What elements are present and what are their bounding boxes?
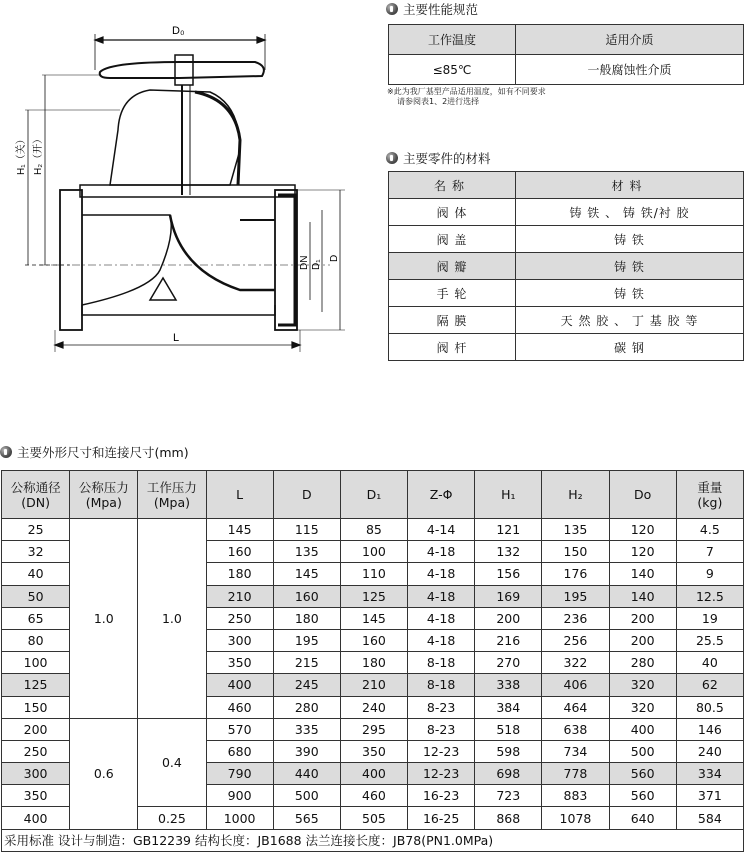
dims-header-cell: 公称通径 (DN) bbox=[2, 471, 70, 519]
bullet-icon bbox=[0, 446, 12, 458]
dims-cell: 406 bbox=[542, 674, 609, 696]
dims-cell: 4-18 bbox=[408, 629, 475, 651]
dims-cell: 0.25 bbox=[138, 807, 206, 829]
dims-cell: 16-25 bbox=[408, 807, 475, 829]
dims-cell: 115 bbox=[273, 519, 340, 541]
dims-cell: 400 bbox=[609, 718, 676, 740]
label-dn: DN bbox=[299, 255, 310, 270]
material-value: 铸 铁 bbox=[516, 253, 744, 280]
dims-cell: 180 bbox=[340, 652, 407, 674]
table-row bbox=[2, 718, 744, 740]
dims-cell: 210 bbox=[206, 585, 273, 607]
dims-cell: 560 bbox=[609, 785, 676, 807]
dims-cell: 0.4 bbox=[138, 718, 206, 807]
dims-cell: 723 bbox=[475, 785, 542, 807]
dims-cell: 16-23 bbox=[408, 785, 475, 807]
dims-cell: 570 bbox=[206, 718, 273, 740]
performance-heading: 主要性能规范 bbox=[386, 0, 478, 18]
dims-cell: 868 bbox=[475, 807, 542, 829]
dims-cell: 140 bbox=[609, 563, 676, 585]
dims-cell: 400 bbox=[340, 763, 407, 785]
dims-cell: 350 bbox=[340, 740, 407, 762]
dims-header-cell: D₁ bbox=[340, 471, 407, 519]
dims-cell: 320 bbox=[609, 696, 676, 718]
label-l: L bbox=[173, 332, 180, 344]
dims-cell: 256 bbox=[542, 629, 609, 651]
dims-cell: 638 bbox=[542, 718, 609, 740]
dims-cell: 135 bbox=[542, 519, 609, 541]
label-d: D bbox=[329, 254, 340, 262]
medium-value: 一般腐蚀性介质 bbox=[516, 55, 744, 85]
material-value: 铸 铁 、 铸 铁/衬 胶 bbox=[516, 199, 744, 226]
material-name: 阀 盖 bbox=[389, 226, 516, 253]
dims-cell: 640 bbox=[609, 807, 676, 829]
dims-cell: 460 bbox=[340, 785, 407, 807]
dims-header-cell: D bbox=[273, 471, 340, 519]
valve-drawing bbox=[0, 0, 370, 370]
dims-cell: 40 bbox=[2, 563, 70, 585]
dims-header-cell: Z-Φ bbox=[408, 471, 475, 519]
label-d0: D₀ bbox=[172, 25, 185, 37]
dims-header-cell: 重量 (kg) bbox=[676, 471, 743, 519]
dimensions-heading: 主要外形尺寸和连接尺寸(mm) bbox=[0, 443, 189, 461]
material-name: 隔 膜 bbox=[389, 307, 516, 334]
dims-cell: 245 bbox=[273, 674, 340, 696]
dims-cell: 65 bbox=[2, 607, 70, 629]
dims-cell: 1000 bbox=[206, 807, 273, 829]
dims-cell: 390 bbox=[273, 740, 340, 762]
dims-cell: 121 bbox=[475, 519, 542, 541]
dims-cell: 790 bbox=[206, 763, 273, 785]
dims-cell: 598 bbox=[475, 740, 542, 762]
dims-cell: 62 bbox=[676, 674, 743, 696]
dims-cell: 210 bbox=[340, 674, 407, 696]
dims-cell: 698 bbox=[475, 763, 542, 785]
dims-cell: 140 bbox=[609, 585, 676, 607]
dims-cell: 100 bbox=[340, 541, 407, 563]
dims-cell: 156 bbox=[475, 563, 542, 585]
dims-cell: 900 bbox=[206, 785, 273, 807]
dims-cell: 125 bbox=[2, 674, 70, 696]
dims-cell: 25.5 bbox=[676, 629, 743, 651]
dims-cell: 338 bbox=[475, 674, 542, 696]
dims-cell: 778 bbox=[542, 763, 609, 785]
dims-cell: 500 bbox=[273, 785, 340, 807]
label-h2: H₂（开） bbox=[33, 133, 44, 175]
dims-cell: 350 bbox=[206, 652, 273, 674]
dims-cell: 200 bbox=[609, 607, 676, 629]
performance-table bbox=[388, 24, 744, 85]
dims-cell: 145 bbox=[273, 563, 340, 585]
dims-cell: 160 bbox=[340, 629, 407, 651]
dims-cell: 300 bbox=[206, 629, 273, 651]
dims-cell: 120 bbox=[609, 519, 676, 541]
material-value: 碳 钢 bbox=[516, 334, 744, 361]
col-temp: 工作温度 bbox=[389, 25, 516, 55]
dims-cell: 1078 bbox=[542, 807, 609, 829]
dims-cell: 195 bbox=[273, 629, 340, 651]
dims-cell: 400 bbox=[2, 807, 70, 829]
dims-cell: 250 bbox=[206, 607, 273, 629]
dims-cell: 460 bbox=[206, 696, 273, 718]
bullet-icon bbox=[386, 152, 398, 164]
material-value: 铸 铁 bbox=[516, 226, 744, 253]
dims-cell: 146 bbox=[676, 718, 743, 740]
dims-header-cell: H₂ bbox=[542, 471, 609, 519]
dims-cell: 145 bbox=[206, 519, 273, 541]
dims-cell: 32 bbox=[2, 541, 70, 563]
dims-cell: 195 bbox=[542, 585, 609, 607]
dims-cell: 200 bbox=[2, 718, 70, 740]
standards-footer: 采用标准 设计与制造：GB12239 结构长度：JB1688 法兰连接长度：JB78(PN1.0MPa) bbox=[2, 829, 744, 851]
dims-header-cell: 工作压力 (Mpa) bbox=[138, 471, 206, 519]
bullet-icon bbox=[386, 3, 398, 15]
dims-cell: 215 bbox=[273, 652, 340, 674]
dims-cell: 80 bbox=[2, 629, 70, 651]
dims-cell: 9 bbox=[676, 563, 743, 585]
dims-cell: 464 bbox=[542, 696, 609, 718]
dims-cell: 180 bbox=[273, 607, 340, 629]
materials-heading: 主要零件的材料 bbox=[386, 149, 491, 167]
dims-cell: 0.6 bbox=[70, 718, 138, 829]
dims-cell: 734 bbox=[542, 740, 609, 762]
dims-cell: 200 bbox=[609, 629, 676, 651]
dims-cell: 322 bbox=[542, 652, 609, 674]
dims-header-cell: H₁ bbox=[475, 471, 542, 519]
materials-table bbox=[388, 171, 744, 361]
dims-header-cell: 公称压力 (Mpa) bbox=[70, 471, 138, 519]
col-name: 名称 bbox=[389, 172, 516, 199]
dims-cell: 1.0 bbox=[138, 519, 206, 719]
dims-cell: 200 bbox=[475, 607, 542, 629]
dims-cell: 85 bbox=[340, 519, 407, 541]
dims-cell: 320 bbox=[609, 674, 676, 696]
dims-cell: 350 bbox=[2, 785, 70, 807]
dims-cell: 4-18 bbox=[408, 563, 475, 585]
dims-cell: 384 bbox=[475, 696, 542, 718]
dims-cell: 12-23 bbox=[408, 763, 475, 785]
dims-cell: 335 bbox=[273, 718, 340, 740]
dims-cell: 8-18 bbox=[408, 652, 475, 674]
dims-cell: 8-23 bbox=[408, 718, 475, 740]
dimensions-table bbox=[1, 470, 744, 852]
dims-cell: 180 bbox=[206, 563, 273, 585]
dims-cell: 40 bbox=[676, 652, 743, 674]
dims-cell: 12.5 bbox=[676, 585, 743, 607]
col-medium: 适用介质 bbox=[516, 25, 744, 55]
dims-cell: 560 bbox=[609, 763, 676, 785]
dims-cell: 565 bbox=[273, 807, 340, 829]
dims-cell: 25 bbox=[2, 519, 70, 541]
performance-note: ※此为我厂基型产品适用温度，如有不同要求 请参阅表1、2进行选择 bbox=[387, 87, 546, 106]
dims-cell: 110 bbox=[340, 563, 407, 585]
material-value: 铸 铁 bbox=[516, 280, 744, 307]
dims-cell: 1.0 bbox=[70, 519, 138, 719]
temp-value: ≤85℃ bbox=[389, 55, 516, 85]
label-d1: D₁ bbox=[311, 259, 322, 270]
material-name: 阀 瓣 bbox=[389, 253, 516, 280]
dims-cell: 295 bbox=[340, 718, 407, 740]
dims-cell: 216 bbox=[475, 629, 542, 651]
dims-cell: 250 bbox=[2, 740, 70, 762]
dims-cell: 236 bbox=[542, 607, 609, 629]
dims-cell: 8-23 bbox=[408, 696, 475, 718]
dims-cell: 7 bbox=[676, 541, 743, 563]
dims-cell: 518 bbox=[475, 718, 542, 740]
dims-cell: 300 bbox=[2, 763, 70, 785]
material-value: 天 然 胶 、 丁 基 胶 等 bbox=[516, 307, 744, 334]
dims-cell: 50 bbox=[2, 585, 70, 607]
dims-cell: 4.5 bbox=[676, 519, 743, 541]
col-material: 材料 bbox=[516, 172, 744, 199]
dims-cell: 8-18 bbox=[408, 674, 475, 696]
dims-cell: 440 bbox=[273, 763, 340, 785]
dims-cell: 280 bbox=[273, 696, 340, 718]
material-name: 手 轮 bbox=[389, 280, 516, 307]
dims-cell: 280 bbox=[609, 652, 676, 674]
dims-cell: 19 bbox=[676, 607, 743, 629]
dims-cell: 4-14 bbox=[408, 519, 475, 541]
dims-cell: 100 bbox=[2, 652, 70, 674]
dims-cell: 125 bbox=[340, 585, 407, 607]
dims-cell: 169 bbox=[475, 585, 542, 607]
dims-cell: 883 bbox=[542, 785, 609, 807]
dims-cell: 150 bbox=[542, 541, 609, 563]
dims-cell: 371 bbox=[676, 785, 743, 807]
dims-cell: 4-18 bbox=[408, 585, 475, 607]
dims-header-cell: L bbox=[206, 471, 273, 519]
dims-header-cell: Do bbox=[609, 471, 676, 519]
dims-cell: 176 bbox=[542, 563, 609, 585]
label-h1: H₁（关） bbox=[16, 134, 27, 175]
table-row bbox=[2, 519, 744, 541]
dims-cell: 240 bbox=[340, 696, 407, 718]
dims-cell: 270 bbox=[475, 652, 542, 674]
dims-cell: 584 bbox=[676, 807, 743, 829]
dims-cell: 680 bbox=[206, 740, 273, 762]
dims-cell: 120 bbox=[609, 541, 676, 563]
dims-cell: 400 bbox=[206, 674, 273, 696]
dims-cell: 12-23 bbox=[408, 740, 475, 762]
dims-cell: 500 bbox=[609, 740, 676, 762]
dims-cell: 4-18 bbox=[408, 607, 475, 629]
dims-cell: 240 bbox=[676, 740, 743, 762]
dims-cell: 80.5 bbox=[676, 696, 743, 718]
dims-cell: 132 bbox=[475, 541, 542, 563]
dims-cell: 160 bbox=[206, 541, 273, 563]
dims-cell: 334 bbox=[676, 763, 743, 785]
material-name: 阀 杆 bbox=[389, 334, 516, 361]
dims-cell: 160 bbox=[273, 585, 340, 607]
material-name: 阀 体 bbox=[389, 199, 516, 226]
dims-cell: 150 bbox=[2, 696, 70, 718]
dims-cell: 135 bbox=[273, 541, 340, 563]
dims-cell: 505 bbox=[340, 807, 407, 829]
dims-cell: 4-18 bbox=[408, 541, 475, 563]
dims-cell: 145 bbox=[340, 607, 407, 629]
